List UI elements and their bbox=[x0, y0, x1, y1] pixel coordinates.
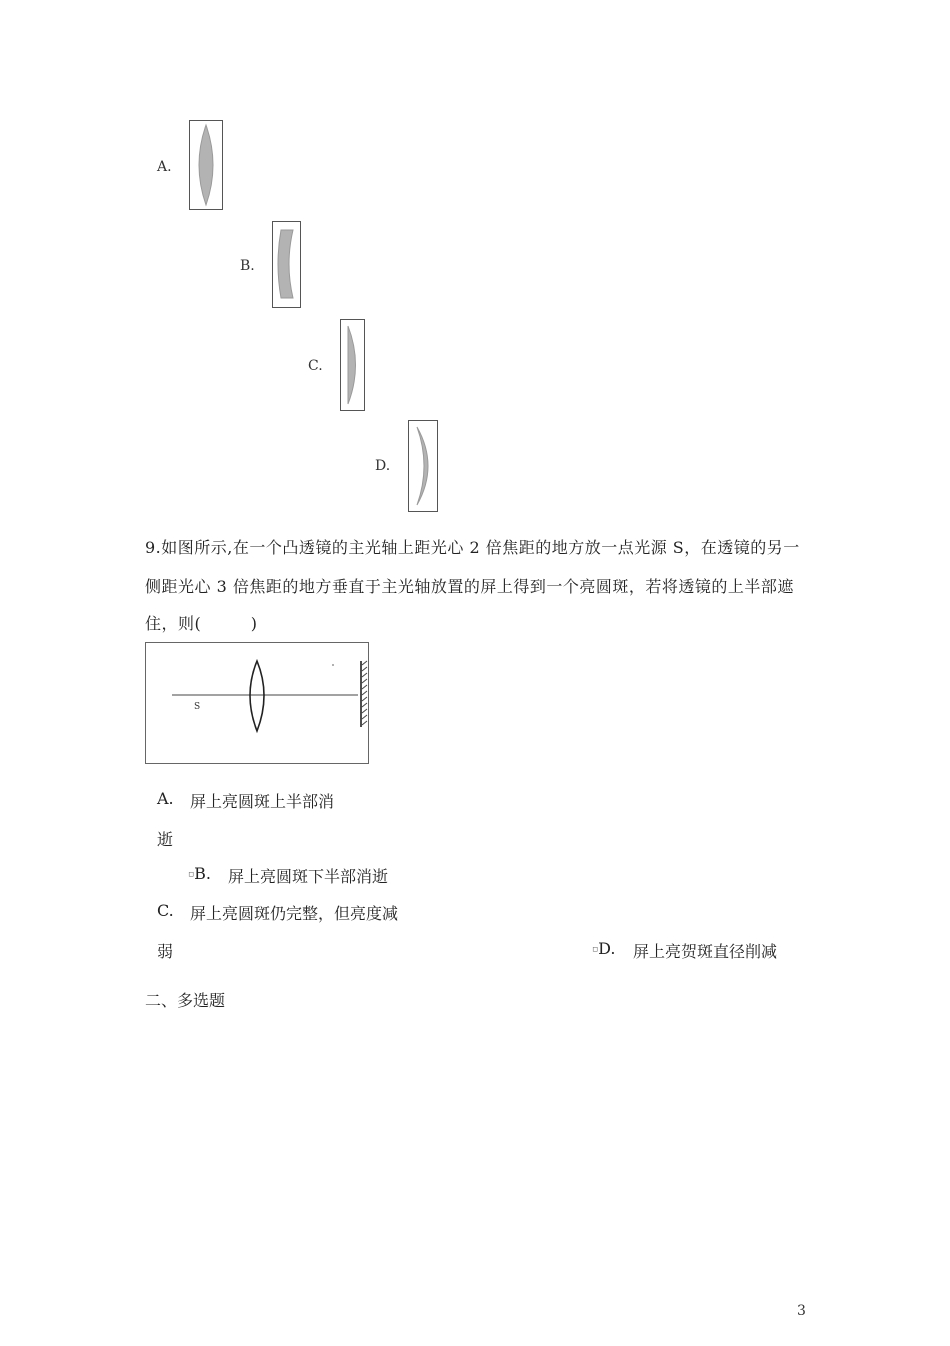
plano-convex-lens-icon bbox=[341, 320, 364, 410]
bullet-mark-icon: ▫ bbox=[188, 869, 195, 880]
answer-d-text[interactable]: 屏上亮贺斑直径削减 bbox=[633, 942, 778, 961]
answer-b-option[interactable] bbox=[188, 864, 211, 883]
section-title: 二、多选题 bbox=[145, 991, 226, 1010]
answer-c-text-continued: 弱 bbox=[157, 942, 174, 961]
optics-diagram bbox=[145, 642, 369, 764]
option-a-lens-image[interactable] bbox=[189, 120, 223, 210]
option-c-label: C. bbox=[308, 358, 323, 374]
marker-dot bbox=[332, 664, 334, 666]
screen-hatching bbox=[362, 661, 367, 725]
option-a-label: A. bbox=[157, 159, 172, 175]
option-b-lens-image[interactable] bbox=[272, 221, 301, 308]
answer-d-option[interactable] bbox=[592, 939, 615, 958]
answer-c-text[interactable]: 屏上亮圆斑仍完整，但亮度减 bbox=[190, 904, 399, 923]
option-d-label: D. bbox=[375, 458, 391, 474]
page-number: 3 bbox=[797, 1303, 806, 1319]
question-9-line-1: 9.如图所示,在一个凸透镜的主光轴上距光心 2 倍焦距的地方放一点光源 S，在透镜的另一 bbox=[145, 538, 800, 557]
answer-b-text[interactable]: 屏上亮圆斑下半部消逝 bbox=[228, 867, 389, 886]
convex-lens-shape bbox=[250, 661, 264, 731]
option-d-lens-image[interactable] bbox=[408, 420, 438, 512]
answer-a-label[interactable]: A. bbox=[157, 789, 174, 808]
source-s-label: S bbox=[194, 702, 201, 712]
answer-a-text-continued: 逝 bbox=[157, 830, 174, 849]
meniscus-convex-lens-icon bbox=[409, 421, 437, 511]
answer-d-label: D. bbox=[598, 939, 616, 958]
lens-screen-diagram bbox=[146, 643, 368, 763]
biconvex-lens-icon bbox=[190, 121, 222, 209]
meniscus-concave-lens-icon bbox=[273, 222, 300, 307]
question-9-line-2: 侧距光心 3 倍焦距的地方垂直于主光轴放置的屏上得到一个亮圆斑，若将透镜的上半部遮 bbox=[145, 577, 794, 596]
answer-a-text[interactable]: 屏上亮圆斑上半部消 bbox=[190, 792, 335, 811]
option-b-label: B. bbox=[240, 258, 255, 274]
option-c-lens-image[interactable] bbox=[340, 319, 365, 411]
answer-b-label: B. bbox=[194, 864, 211, 883]
bullet-mark-icon: ▫ bbox=[592, 944, 599, 955]
answer-c-label[interactable]: C. bbox=[157, 901, 174, 920]
question-9-line-3: 住，则( ) bbox=[145, 614, 258, 633]
